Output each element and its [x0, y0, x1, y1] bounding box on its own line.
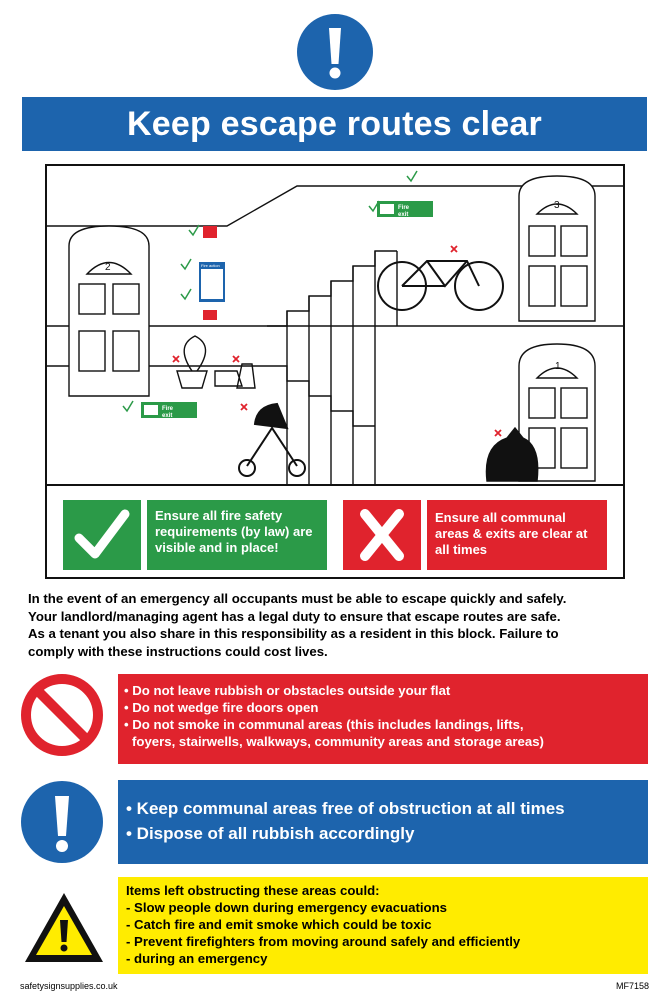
svg-text:exit: exit	[398, 212, 409, 218]
list-item: • Do not leave rubbish or obstacles outside your flat	[124, 683, 451, 698]
illustration-frame	[45, 164, 625, 579]
intro-line: As a tenant you also share in this responsibility as a resident in this block. Failure to	[28, 626, 559, 642]
mandatory-exclamation-icon	[297, 14, 373, 90]
tick-icon	[63, 500, 141, 570]
svg-text:Fire: Fire	[398, 205, 410, 211]
fire-action-notice	[199, 226, 225, 320]
plant-pot-graphic	[177, 336, 207, 388]
list-item: - Prevent firefighters from moving around safely and efficiently	[126, 934, 521, 949]
svg-text:3: 3	[554, 200, 560, 211]
intro-line: comply with these instructions could cost lives.	[28, 643, 328, 659]
svg-text:Fire action: Fire action	[201, 263, 220, 268]
stairwell-illustration	[47, 166, 623, 484]
website-text: safetysignsupplies.co.uk	[20, 981, 118, 991]
list-item: • Do not wedge fire doors open	[124, 700, 319, 715]
fire-exit-sign-upper	[377, 201, 433, 218]
product-code: MF7158	[615, 981, 649, 991]
svg-text:2: 2	[105, 262, 111, 273]
prohibition-icon	[20, 673, 104, 757]
title-banner	[22, 97, 647, 151]
intro-paragraph	[28, 590, 648, 660]
list-item: • Keep communal areas free of obstruction at all times	[126, 799, 565, 818]
list-item: • Dispose of all rubbish accordingly	[126, 824, 415, 843]
door-2-graphic	[69, 226, 149, 396]
intro-line: In the event of an emergency all occupants must be able to escape quickly and safely.	[28, 591, 567, 606]
list-item: foyers, stairwells, walkways, community areas and storage areas)	[132, 734, 544, 749]
do-panel: Ensure all fire safety requirements (by law) are visible and in place!	[147, 500, 327, 570]
list-item: • Do not smoke in communal areas (this includes landings, lifts,	[124, 717, 524, 732]
svg-text:exit: exit	[162, 413, 173, 419]
page-title: Keep escape routes clear	[127, 104, 542, 143]
svg-text:Fire: Fire	[162, 406, 174, 412]
list-item: - during an emergency	[126, 951, 268, 966]
svg-text:1: 1	[555, 361, 561, 372]
list-item: - Catch fire and emit smoke which could be toxic	[126, 917, 432, 932]
cross-icon	[343, 500, 421, 570]
intro-line: Your landlord/managing agent has a legal duty to ensure that escape routes are safe.	[28, 608, 561, 624]
illustration-divider	[47, 484, 623, 486]
pram-graphic	[239, 404, 305, 476]
warning-triangle-icon	[22, 890, 106, 966]
boots-graphic	[215, 364, 255, 388]
prohibitions-list	[118, 674, 648, 764]
mandatory-list	[118, 780, 648, 864]
warning-heading: Items left obstructing these areas could:	[126, 883, 380, 898]
list-item: - Slow people down during emergency evacuations	[126, 900, 447, 915]
fire-exit-sign-lower	[141, 402, 197, 419]
door-3-graphic	[519, 176, 595, 321]
dont-panel: Ensure all communal areas & exits are clear at all times	[427, 500, 607, 570]
check-markers	[123, 171, 417, 411]
warning-list	[118, 877, 648, 974]
exclamation-icon	[20, 780, 104, 864]
